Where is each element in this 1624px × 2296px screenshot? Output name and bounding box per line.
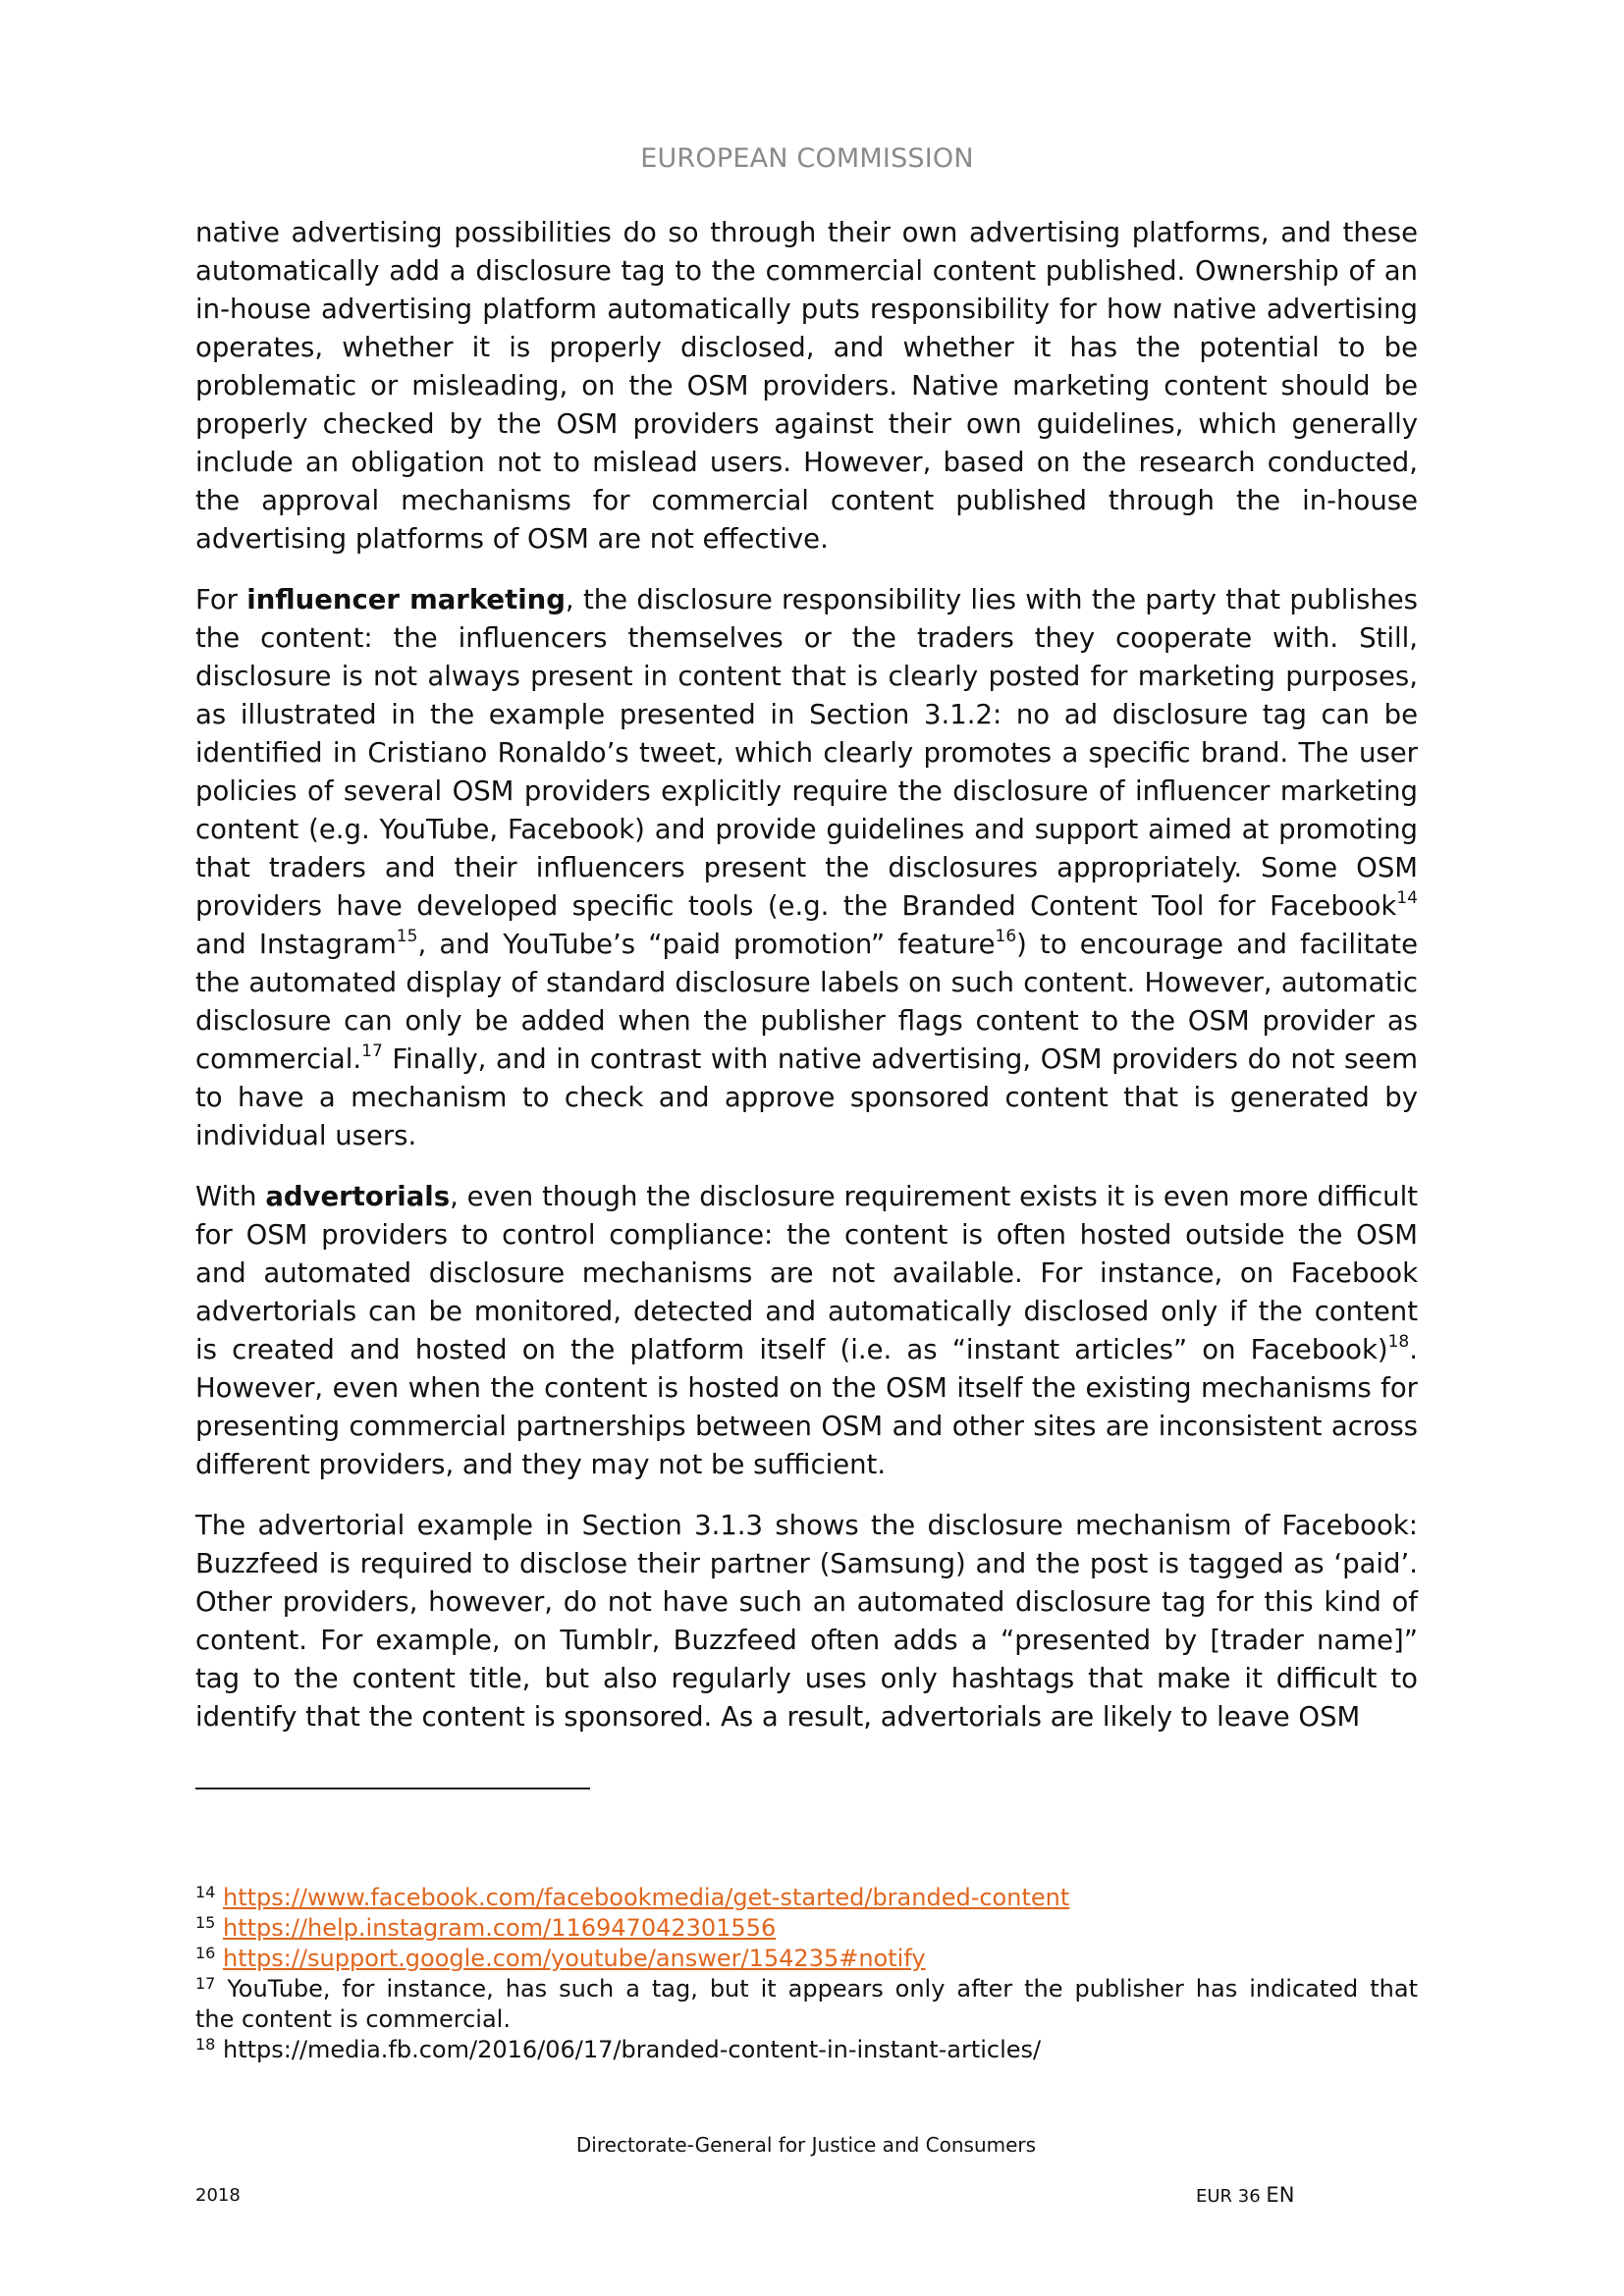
- text-run: For: [195, 584, 247, 615]
- text-line: [195, 1216, 1418, 1255]
- text-line: [195, 887, 1418, 926]
- text-line: [195, 1117, 1418, 1155]
- text-run: ) to encourage and facilitate: [1016, 929, 1418, 960]
- text-line: [195, 1408, 1418, 1446]
- text-line: [195, 1002, 1418, 1041]
- text-run: the automated display of standard disclosure labels on such content. However, automatic: [195, 967, 1418, 998]
- text-line: [195, 1331, 1418, 1369]
- text-run: properly checked by the OSM providers against their own guidelines, which generally: [195, 408, 1418, 440]
- text-run: The advertorial example in Section 3.1.3 shows the disclosure mechanism of Facebook:: [195, 1510, 1418, 1541]
- text-run: Buzzfeed is required to disclose their partner (Samsung) and the post is tagged as ‘paid’.: [195, 1548, 1418, 1579]
- text-line: [195, 1079, 1418, 1117]
- text-run: and Instagram: [195, 929, 397, 960]
- text-line: [195, 1660, 1418, 1698]
- text-run: However, even when the content is hosted on the OSM itself the existing mechanisms for: [195, 1372, 1418, 1404]
- paragraph: [195, 581, 1418, 1155]
- text-line: [195, 811, 1418, 849]
- text-line: [195, 964, 1418, 1002]
- footnote-link[interactable]: https://help.instagram.com/116947042301556: [223, 1914, 777, 1942]
- text-run: , and YouTube’s “paid promotion” feature: [417, 929, 996, 960]
- text-run: commercial.: [195, 1043, 362, 1075]
- footnote-number: 16: [195, 1944, 216, 1962]
- body-text: [195, 214, 1418, 1759]
- text-run: the content: the influencers themselves or the traders they cooperate with. Still,: [195, 622, 1418, 654]
- text-run: identify that the content is sponsored. As a result, advertorials are likely to leave OSM: [195, 1701, 1361, 1733]
- text-run: problematic or misleading, on the OSM providers. Native marketing content should be: [195, 370, 1418, 401]
- text-run: is created and hosted on the platform itself (i.e. as “instant articles” on Facebook): [195, 1334, 1388, 1365]
- text-line: [195, 520, 1418, 559]
- text-line: [195, 444, 1418, 482]
- footnotes: [195, 1883, 1418, 2065]
- text-run: content. For example, on Tumblr, Buzzfeed often adds a “presented by [trader name]”: [195, 1625, 1418, 1656]
- footnote-ref: 16: [995, 927, 1017, 946]
- footer-year: 2018: [195, 2185, 241, 2206]
- text-run: tag to the content title, but also regularly uses only hashtags that make it difficult to: [195, 1663, 1418, 1694]
- text-run: individual users.: [195, 1120, 417, 1151]
- text-line: [195, 581, 1418, 619]
- page-prefix: EUR 36: [1196, 2186, 1261, 2207]
- text-run: include an obligation not to mislead users. However, based on the research conducted,: [195, 447, 1418, 478]
- text-line: [195, 658, 1418, 696]
- text-line: [195, 849, 1418, 887]
- text-run: .: [1409, 1334, 1418, 1365]
- footnote: [195, 1944, 1418, 1974]
- text-run: Other providers, however, do not have such an automated disclosure tag for this kind of: [195, 1586, 1418, 1618]
- footnote-ref: 18: [1387, 1332, 1410, 1352]
- text-run: disclosure is not always present in content that is clearly posted for marketing purposes,: [195, 661, 1418, 692]
- text-run: advertorials can be monitored, detected and automatically disclosed only if the content: [195, 1296, 1418, 1327]
- text-run: that traders and their influencers present the disclosures appropriately. Some OSM: [195, 852, 1418, 883]
- footer-directorate: Directorate-General for Justice and Consumers: [575, 2133, 1037, 2157]
- footnote-number: 17: [195, 1974, 216, 1993]
- text-run: content (e.g. YouTube, Facebook) and provide guidelines and support aimed at promoting: [195, 814, 1418, 845]
- text-run: the approval mechanisms for commercial content published through the in-house: [195, 485, 1418, 516]
- text-line: [195, 1255, 1418, 1293]
- text-line: [195, 696, 1418, 734]
- text-line: [195, 926, 1418, 964]
- footnote-text: YouTube, for instance, has such a tag, but it appears only after the publisher has indicated that: [227, 1975, 1418, 2002]
- text-run: and automated disclosure mechanisms are not available. For instance, on Facebook: [195, 1257, 1418, 1289]
- text-run: , the disclosure responsibility lies with the party that publishes: [565, 584, 1419, 615]
- text-line: [195, 1545, 1418, 1583]
- footnote-separator: [195, 1788, 590, 1789]
- text-line: [195, 1293, 1418, 1331]
- text-line: [195, 1178, 1418, 1216]
- text-line: [195, 252, 1418, 291]
- text-line: [195, 482, 1418, 520]
- text-run: With: [195, 1181, 266, 1212]
- text-line: [195, 1622, 1418, 1660]
- text-line: [195, 1698, 1418, 1736]
- footnote-continuation: the content is commercial.: [195, 2005, 511, 2033]
- footnote: [195, 1883, 1418, 1913]
- text-run: Finally, and in contrast with native advertising, OSM providers do not seem: [382, 1043, 1418, 1075]
- footnote-link[interactable]: https://support.google.com/youtube/answer/154235#notify: [223, 1945, 926, 1972]
- page-lang: EN: [1266, 2183, 1295, 2207]
- text-run: disclosure can only be added when the publisher flags content to the OSM provider as: [195, 1005, 1418, 1037]
- text-line: [195, 1369, 1418, 1408]
- text-run: advertising platforms of OSM are not effective.: [195, 523, 829, 555]
- text-run: , even though the disclosure requirement exists it is even more difficult: [450, 1181, 1418, 1212]
- paragraph: [195, 214, 1418, 559]
- bold-term: advertorials: [265, 1181, 451, 1212]
- text-line: [195, 619, 1418, 658]
- text-line: [195, 1446, 1418, 1484]
- text-run: providers have developed specific tools (e.g. the Branded Content Tool for Facebook: [195, 890, 1397, 922]
- text-run: native advertising possibilities do so through their own advertising platforms, and these: [195, 217, 1418, 248]
- text-run: as illustrated in the example presented in Section 3.1.2: no ad disclosure tag can be: [195, 699, 1418, 730]
- paragraph: [195, 1507, 1418, 1736]
- paragraph: [195, 1178, 1418, 1484]
- footnote-ref: 17: [361, 1041, 383, 1061]
- text-run: policies of several OSM providers explicitly require the disclosure of influencer marketing: [195, 775, 1418, 807]
- text-run: for OSM providers to control compliance: the content is often hosted outside the OSM: [195, 1219, 1418, 1251]
- footnote: [195, 2035, 1418, 2065]
- text-line: [195, 329, 1418, 367]
- text-run: presenting commercial partnerships between OSM and other sites are inconsistent across: [195, 1411, 1418, 1442]
- footnote: [195, 1913, 1418, 1944]
- text-line: [195, 1041, 1418, 1079]
- footnote-link[interactable]: https://www.facebook.com/facebookmedia/get-started/branded-content: [223, 1884, 1070, 1911]
- bold-term: influencer marketing: [246, 584, 566, 615]
- text-line: [195, 1583, 1418, 1622]
- page-number: [1196, 2183, 1294, 2207]
- footnote-text: https://media.fb.com/2016/06/17/branded-content-in-instant-articles/: [223, 2036, 1042, 2063]
- footnote-number: 14: [195, 1883, 216, 1901]
- text-line: [195, 367, 1418, 405]
- text-line: [195, 1507, 1418, 1545]
- footnote-ref: 15: [396, 927, 418, 946]
- footnote: [195, 1974, 1418, 2004]
- text-run: operates, whether it is properly disclosed, and whether it has the potential to be: [195, 332, 1418, 363]
- text-run: to have a mechanism to check and approve sponsored content that is generated by: [195, 1082, 1418, 1113]
- text-run: in-house advertising platform automatically puts responsibility for how native advertising: [195, 294, 1418, 325]
- text-line: [195, 734, 1418, 773]
- text-line: [195, 291, 1418, 329]
- running-header: EUROPEAN COMMISSION: [640, 143, 974, 174]
- text-run: different providers, and they may not be sufficient.: [195, 1449, 887, 1480]
- footnote-number: 18: [195, 2035, 216, 2054]
- text-run: automatically add a disclosure tag to the commercial content published. Ownership of an: [195, 255, 1418, 287]
- text-line: [195, 773, 1418, 811]
- footnote-ref: 14: [1396, 888, 1418, 908]
- footnote-number: 15: [195, 1913, 216, 1932]
- text-line: [195, 214, 1418, 252]
- text-run: identified in Cristiano Ronaldo’s tweet, which clearly promotes a specific brand. The user: [195, 737, 1418, 769]
- text-line: [195, 405, 1418, 444]
